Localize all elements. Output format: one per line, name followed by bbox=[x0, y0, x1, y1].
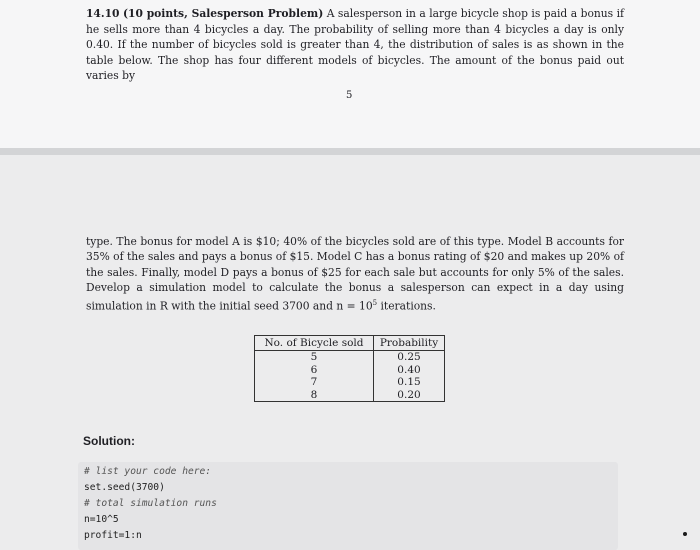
cell-probability: 0.15 bbox=[374, 376, 445, 389]
problem-continuation bbox=[86, 234, 624, 314]
probability-table bbox=[254, 335, 445, 402]
code-line[interactable]: profit=1:n bbox=[84, 530, 142, 541]
table-header-row bbox=[255, 336, 445, 351]
code-line[interactable]: set.seed(3700) bbox=[84, 482, 165, 493]
code-line[interactable]: n=10^5 bbox=[84, 514, 119, 525]
solution-heading: Solution: bbox=[83, 434, 135, 448]
cell-probability: 0.20 bbox=[374, 389, 445, 402]
problem-text-part2: type. The bonus for model A is $10; 40% of the bicycles sold are of this type. Model B accounts for 35% of the sales and pays a bonus of $15. Model C has a bonus rating of $20 and makes up 20% of the sales. Finally, model D pays a bonus of $25 for each sale but accounts for only 5% of the sales. Develop a simulation model to calculate the bonus a salesperson can expect in a day using simulation in R with the initial seed 3700 and n = 10 bbox=[86, 235, 624, 313]
cell-sold: 6 bbox=[255, 364, 374, 377]
problem-statement bbox=[86, 6, 624, 84]
table-row bbox=[255, 389, 445, 402]
problem-text-end: iterations. bbox=[377, 299, 436, 313]
problem-points: (10 points, Salesperson Problem) bbox=[122, 7, 324, 20]
cell-probability: 0.25 bbox=[374, 351, 445, 364]
code-editor[interactable] bbox=[78, 462, 618, 550]
cell-sold: 8 bbox=[255, 389, 374, 402]
table-row bbox=[255, 364, 445, 377]
cell-sold: 7 bbox=[255, 376, 374, 389]
table-row bbox=[255, 351, 445, 364]
exponent: 5 bbox=[372, 298, 378, 307]
code-line[interactable]: # total simulation runs bbox=[84, 498, 217, 509]
code-line[interactable]: # list your code here: bbox=[84, 466, 212, 477]
page-divider bbox=[0, 148, 700, 155]
table-row bbox=[255, 376, 445, 389]
cell-sold: 5 bbox=[255, 351, 374, 364]
problem-text-part1: A salesperson in a large bicycle shop is paid a bonus if he sells more than 4 bicycles a day. The probability of selling more than 4 bicycles a day is only 0.40. If the number of bicycles sold is greater than 4, the distribution of sales is as shown in the table below. The shop has four different models of bicycles. The amount of the bonus paid out varies by bbox=[86, 7, 624, 83]
header-probability: Probability bbox=[374, 336, 445, 351]
page-number: 5 bbox=[346, 90, 353, 101]
problem-number: 14.10 bbox=[86, 7, 120, 20]
bullet-dot bbox=[683, 532, 687, 536]
header-bicycles-sold: No. of Bicycle sold bbox=[255, 336, 374, 351]
cell-probability: 0.40 bbox=[374, 364, 445, 377]
